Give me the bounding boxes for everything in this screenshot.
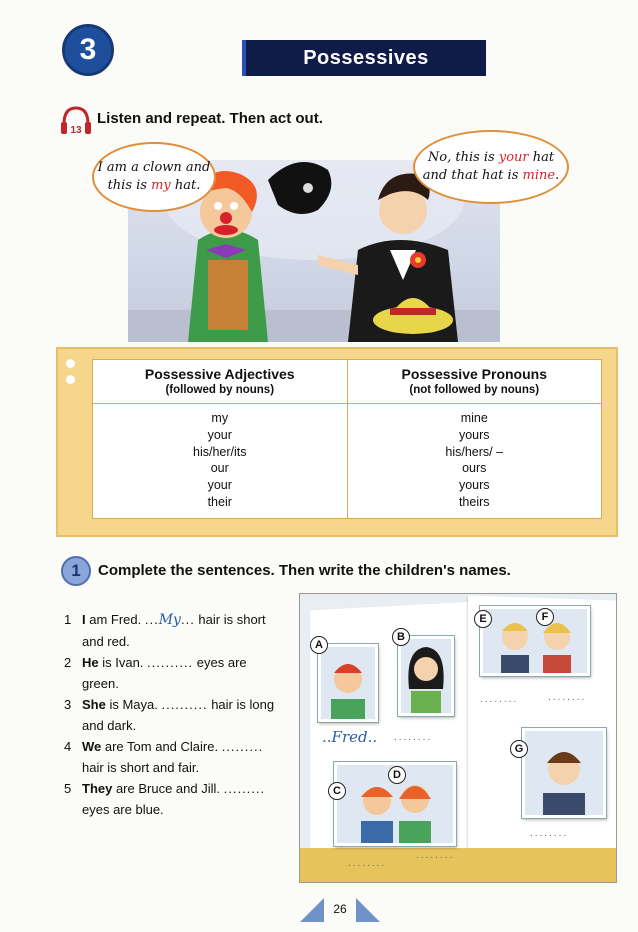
binder-dot — [66, 359, 75, 368]
photo-label-e: E — [474, 610, 492, 628]
pronouns-list — [348, 404, 602, 511]
sentence-2: 2 He is Ivan. .......... eyes are green. — [64, 655, 247, 691]
photo-label-g: G — [510, 740, 528, 758]
pronouns-column — [347, 360, 602, 518]
name-blank-e[interactable]: ........ — [480, 694, 519, 705]
answer-blank[interactable]: ......... — [221, 739, 264, 754]
highlight-my: my — [151, 178, 171, 193]
bubble-left-line1: I am a clown and — [97, 160, 211, 176]
list-item: yours — [458, 427, 490, 442]
answer-blank[interactable]: .......... — [147, 655, 194, 670]
list-item: your — [207, 427, 232, 442]
list-item: his/hers/ – — [445, 444, 504, 459]
exercise-instruction: Complete the sentences. Then write the children's names. — [98, 562, 511, 579]
page-title: Possessives — [242, 40, 486, 76]
exercise-sentences — [64, 609, 278, 820]
list-item: your — [207, 478, 232, 493]
bubble-left-line2: this is my hat. — [107, 178, 201, 193]
photo-e-f — [480, 606, 590, 676]
bubble-right-line2: and that hat is mine. — [422, 168, 560, 183]
list-item: our — [210, 461, 229, 476]
list-item: their — [207, 494, 232, 509]
name-blank-c[interactable]: ........ — [348, 858, 387, 869]
name-blank-g[interactable]: ........ — [530, 828, 569, 839]
page-number: 26 — [333, 902, 347, 916]
answer-blank[interactable]: .......... — [161, 697, 208, 712]
bubble-right-line1: No, this is your hat — [427, 150, 555, 166]
name-blank-f[interactable]: ........ — [548, 692, 587, 703]
unit-number-badge — [62, 24, 114, 76]
photo-label-f: F — [536, 608, 554, 626]
footer-left-triangle — [300, 898, 324, 922]
boy-speech-bubble — [413, 130, 569, 204]
photo-label-a: A — [310, 636, 328, 654]
sentence-4: 4 We are Tom and Claire. ......... hair is short and fair. — [64, 739, 264, 775]
listen-instruction: Listen and repeat. Then act out. — [97, 110, 323, 127]
binder-dot — [66, 375, 75, 384]
list-item: theirs — [458, 494, 490, 509]
grammar-box — [56, 347, 618, 537]
track-number: 13 — [70, 125, 82, 136]
footer-right-triangle — [356, 898, 380, 922]
list-item: yours — [458, 478, 490, 493]
name-blank-d[interactable]: ........ — [416, 850, 455, 861]
sentence-1: 1 I am Fred. ...My... hair is short and red. — [64, 612, 266, 649]
highlight-your: your — [498, 150, 529, 166]
photo-g — [522, 728, 606, 818]
photo-label-c: C — [328, 782, 346, 800]
sentence-5: 5 They are Bruce and Jill. ......... eyes are blue. — [64, 781, 266, 817]
unit-number: 3 — [79, 33, 97, 66]
pronouns-header: Possessive Pronouns (not followed by nouns) — [348, 360, 602, 404]
adjectives-header: Possessive Adjectives (followed by nouns) — [93, 360, 347, 404]
exercise-number-badge: 1 — [61, 556, 91, 586]
photo-a — [318, 644, 378, 722]
clown-speech-bubble — [92, 142, 216, 212]
photo-label-b: B — [392, 628, 410, 646]
list-item: mine — [460, 411, 488, 425]
photo-label-d: D — [388, 766, 406, 784]
grammar-table — [92, 359, 602, 519]
list-item: my — [211, 411, 229, 425]
highlight-mine: mine — [522, 168, 556, 183]
answer-blank[interactable]: ......... — [223, 781, 266, 796]
adjectives-list — [93, 404, 347, 511]
sentence-3: 3 She is Maya. .......... hair is long and dark. — [64, 697, 275, 733]
list-item: ours — [462, 461, 487, 476]
list-item: his/her/its — [193, 444, 247, 459]
name-blank-b[interactable]: ........ — [394, 732, 433, 743]
name-answer-a[interactable]: ..Fred.. — [322, 728, 378, 746]
adjectives-column — [93, 360, 347, 518]
answer-blank[interactable]: My — [158, 612, 181, 628]
photo-b — [398, 636, 454, 716]
headphones-icon — [60, 104, 92, 136]
